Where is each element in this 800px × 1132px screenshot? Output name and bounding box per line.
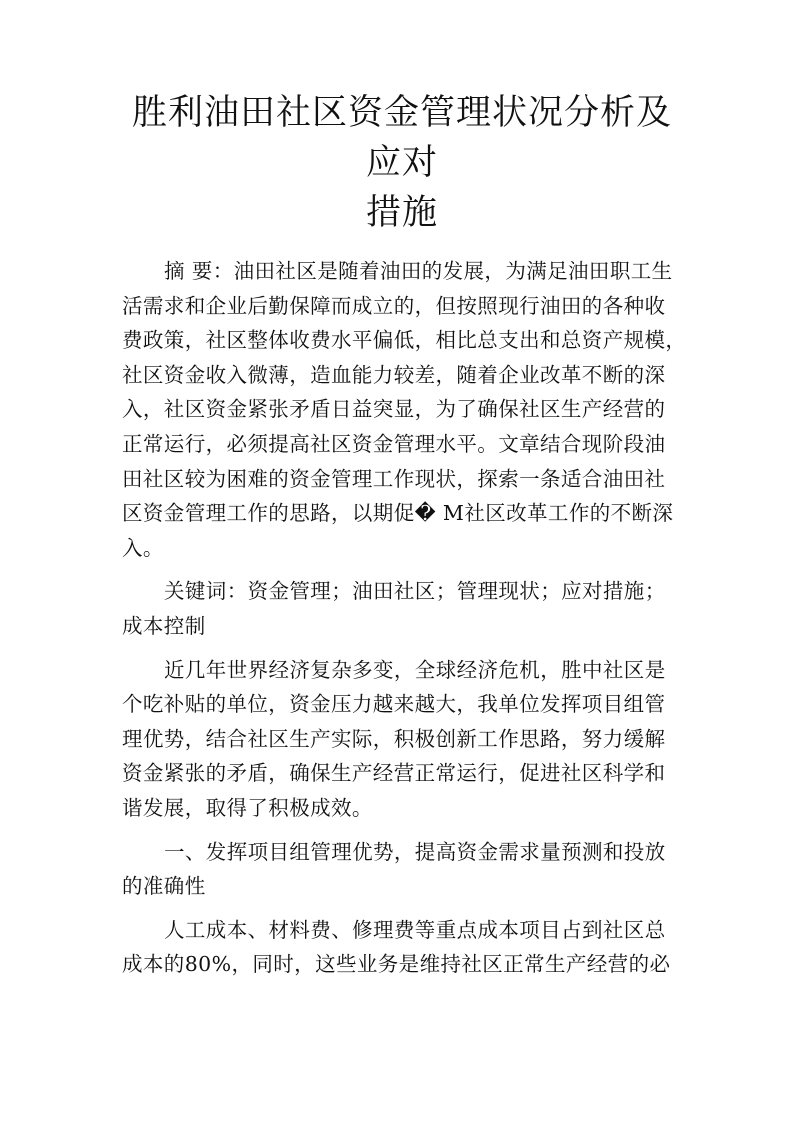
text-line: 入。 xyxy=(122,535,164,560)
abstract-paragraph xyxy=(122,254,687,565)
section-heading xyxy=(122,835,682,904)
text-line: 关键词：资金管理；油田社区；管理现状；应对措施； xyxy=(164,579,666,604)
body-paragraph xyxy=(122,653,682,826)
text-line: 费政策，社区整体收费水平偏低，相比总支出和总资产规模， xyxy=(122,328,687,353)
text-line: 活需求和企业后勤保障而成立的，但按照现行油田的各种收 xyxy=(122,293,666,318)
text-line: 社区资金收入微薄，造血能力较差，随着企业改革不断的深 xyxy=(122,362,666,387)
text-line: 个吃补贴的单位，资金压力越来越大，我单位发挥项目组管 xyxy=(122,692,666,717)
page-title xyxy=(122,88,682,238)
text-line: 人工成本、材料费、修理费等重点成本项目占到社区总 xyxy=(164,917,666,942)
text-line: 理优势，结合社区生产实际，积极创新工作思路，努力缓解 xyxy=(122,726,666,751)
text-line: 近几年世界经济复杂多变，全球经济危机，胜中社区是 xyxy=(164,657,666,682)
body-paragraph xyxy=(122,913,682,982)
text-line: 成本控制 xyxy=(122,613,206,638)
title-line-2: 措施 xyxy=(365,193,438,233)
text-line: 谐发展，取得了积极成效。 xyxy=(122,795,373,820)
text-line: 入，社区资金紧张矛盾日益突显，为了确保社区生产经营的 xyxy=(122,397,666,422)
text-line: 的准确性 xyxy=(122,874,206,899)
document-body xyxy=(122,254,687,982)
text-line: 成本的80%，同时，这些业务是维持社区正常生产经营的必 xyxy=(122,952,671,977)
keywords-paragraph xyxy=(122,574,682,643)
title-line-1: 胜利油田社区资金管理状况分析及应对 xyxy=(131,93,672,183)
text-line: 正常运行，必须提高社区资金管理水平。文章结合现阶段油 xyxy=(122,431,666,456)
text-line: 摘 要：油田社区是随着油田的发展，为满足油田职工生 xyxy=(164,259,673,283)
text-line: 一、发挥项目组管理优势，提高资金需求量预测和投放 xyxy=(164,839,666,864)
text-line: 资金紧张的矛盾，确保生产经营正常运行，促进社区科学和 xyxy=(122,761,666,786)
text-line: 田社区较为困难的资金管理工作现状，探索一条适合油田社 xyxy=(122,466,666,491)
text-line: 区资金管理工作的思路，以期促� M社区改革工作的不断深 xyxy=(122,501,674,526)
